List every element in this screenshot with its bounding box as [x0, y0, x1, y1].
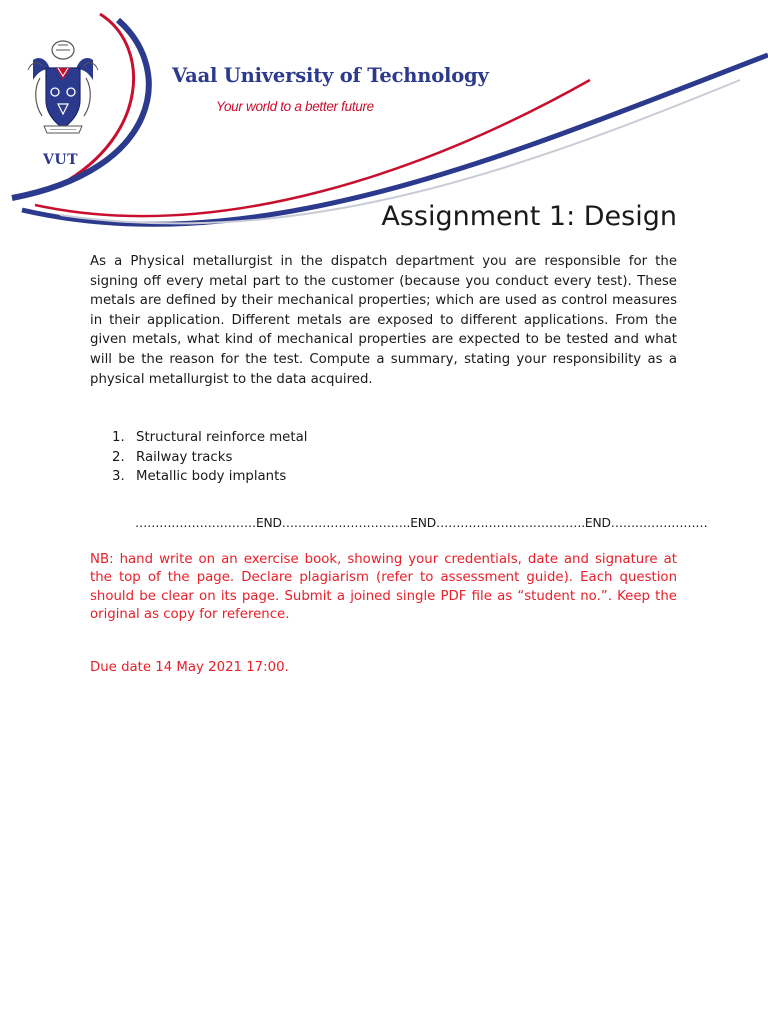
nb-instructions: NB: hand write on an exercise book, showing your credentials, date and signature at the top of the page. Declare plagiarism (refer to assessment guide). Each question should be clear on its page. Submit a joined single PDF file as “student no.”. Keep the original as copy for reference.	[90, 552, 677, 622]
list-item	[112, 448, 307, 468]
assignment-intro: As a Physical metallurgist in the dispatch department you are responsible for the signing off every metal part to the customer (because you conduct every test). These metals are defined by their mechanical properties; which are used as control measures in their application. Different metals are exposed to different applications. From the given metals, what kind of mechanical properties are expected to be tested and what will be the reason for the test. Compute a summary, stating your responsibility as a physical metallurgist to the data acquired.	[90, 254, 677, 387]
list-item-number: 1.	[112, 430, 125, 445]
list-item-text: Metallic body implants	[136, 469, 287, 485]
header-swoosh-graphic	[0, 0, 768, 235]
list-item-text: Railway tracks	[136, 449, 233, 465]
list-item-number: 3.	[112, 469, 125, 485]
list-item-number: 2.	[112, 449, 125, 465]
end-marker-line: …………………………END…………………………..END……………………………….END……………………	[135, 516, 708, 530]
due-date: Due date 14 May 2021 17:00.	[90, 660, 289, 675]
list-item	[112, 428, 307, 448]
university-tagline: Your world to a better future	[216, 99, 374, 114]
crest-label: VUT	[43, 152, 78, 168]
list-item-text: Structural reinforce metal	[136, 430, 308, 445]
university-name: Vaal University of Technology	[172, 64, 489, 87]
question-list	[112, 428, 307, 487]
vut-crest-icon	[28, 41, 98, 133]
page-title: Assignment 1: Design	[381, 201, 677, 232]
list-item	[112, 467, 307, 487]
